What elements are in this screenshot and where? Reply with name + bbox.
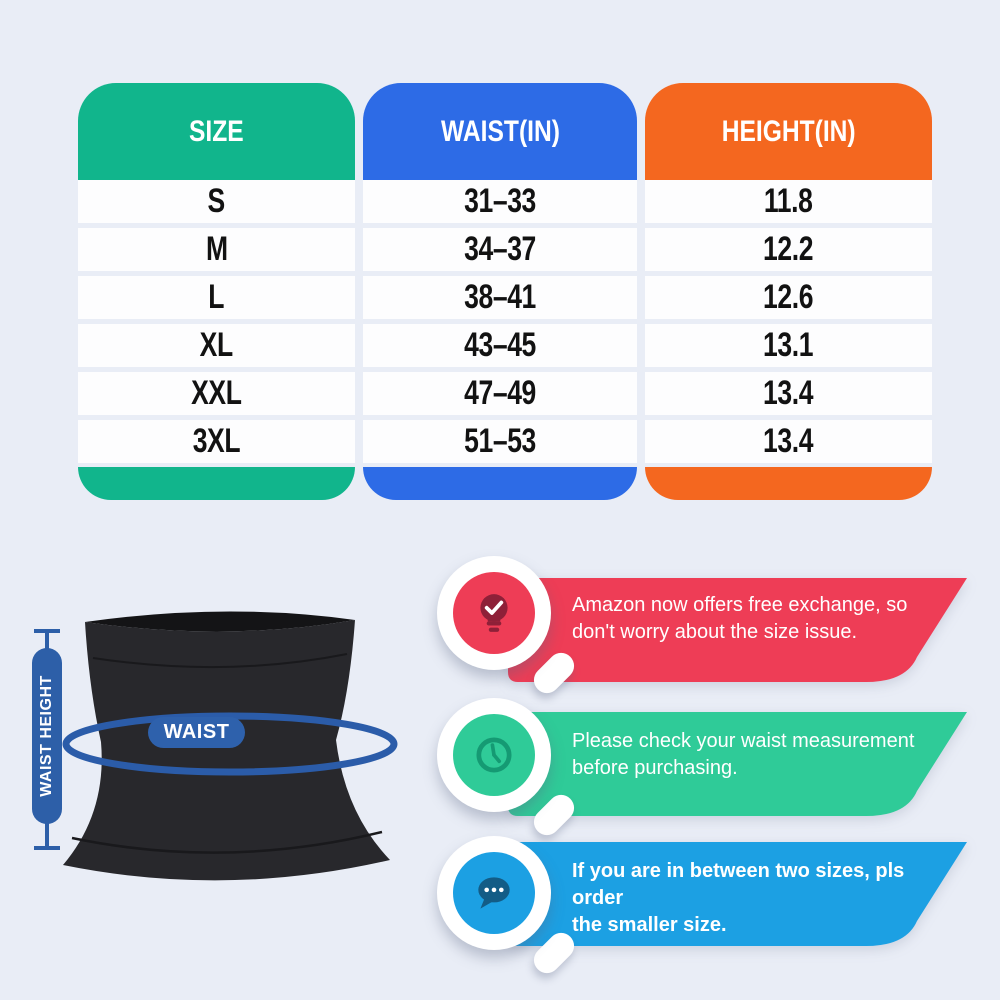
waist-header-label: WAIST(IN) [440,114,560,148]
size-column-footer [78,467,355,500]
waist-cell: 51–53 [363,420,637,463]
clock-icon [471,732,517,778]
waist-cell: 47–49 [363,372,637,415]
waist-column-footer [363,467,637,500]
size-cell: XL [78,324,355,367]
size-cell: 3XL [78,420,355,463]
height-header-label: HEIGHT(IN) [721,114,856,148]
height-column-header [645,83,932,180]
waist-cell: 38–41 [363,276,637,319]
size-column-header [78,83,355,180]
chat-dots-icon [471,870,517,916]
callout-text-measure: Please check your waist measurement before purchasing. [572,730,915,779]
size-cell: M [78,228,355,271]
size-cell: L [78,276,355,319]
height-cell: 13.4 [645,372,932,415]
height-cell: 11.8 [645,180,932,223]
waist-column [363,83,637,500]
size-cell: XXL [78,372,355,415]
lightbulb-check-icon [471,590,517,636]
waist-label-pill [148,717,245,748]
callout-icon-badge [437,556,551,670]
height-cell: 13.4 [645,420,932,463]
measure-cap-bottom [34,846,60,850]
height-column [645,83,932,500]
size-cell: S [78,180,355,223]
height-cell: 12.2 [645,228,932,271]
callout-text-exchange: Amazon now offers free exchange, so don't worry about the size issue. [572,594,908,643]
waist-column-header [363,83,637,180]
height-cell: 13.1 [645,324,932,367]
height-column-footer [645,467,932,500]
waist-height-label: WAIST HEIGHT [38,675,55,797]
waist-height-pill [32,648,62,824]
size-header-label: SIZE [189,114,244,148]
waist-cell: 43–45 [363,324,637,367]
measure-line-bottom [45,820,49,848]
waist-label: WAIST [163,721,230,743]
callout-text-between-sizes: If you are in between two sizes, pls order the smaller size. [572,860,905,936]
waist-trainer-illustration [40,598,400,898]
height-cell: 12.6 [645,276,932,319]
callout-icon-badge [437,836,551,950]
size-column [78,83,355,500]
waist-cell: 34–37 [363,228,637,271]
waist-cell: 31–33 [363,180,637,223]
callout-icon-badge [437,698,551,812]
